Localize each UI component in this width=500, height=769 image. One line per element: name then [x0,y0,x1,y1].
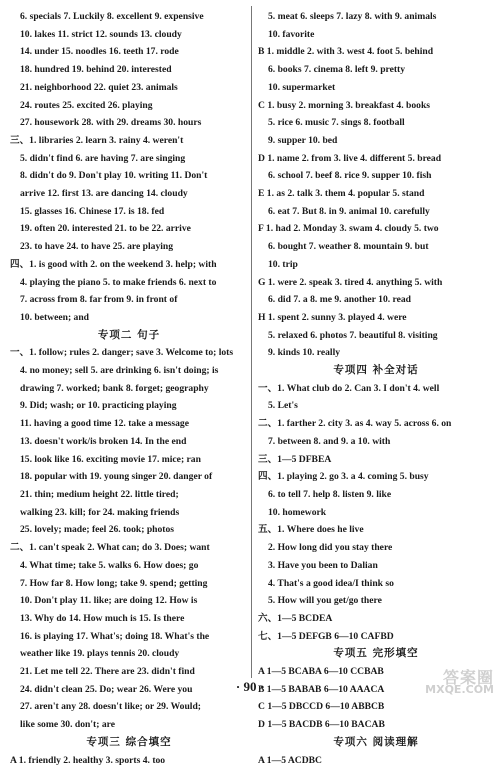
watermark-line2: MXQE.COM [425,683,494,696]
answer-line: C 1. busy 2. morning 3. breakfast 4. books [258,99,431,111]
answer-line: 三、1. libraries 2. learn 3. rainy 4. weren't [10,134,184,146]
answer-line: 25. lovely; made; feel 26. took; photos [20,524,175,536]
answer-line: drawing 7. worked; bank 8. forget; geography [20,382,209,394]
watermark-line1: 答案圈 [442,668,494,687]
answer-line: 七、1—5 DEFGB 6—10 CAFBD [258,630,394,642]
answer-line: A 1—5 BCABA 6—10 CCBAB [258,666,384,678]
answer-line: 10. supermarket [268,81,336,93]
section-heading: 专项六 阅读理解 [333,735,419,748]
answer-line: 21. Let me tell 22. There are 23. didn't find [20,666,195,678]
answer-line: 10. Don't play 11. like; are doing 12. How is [20,595,198,607]
answer-line: B 1—5 BABAB 6—10 AAACA [258,683,385,695]
left-column [10,8,248,769]
section-heading: 专项五 完形填空 [333,647,419,660]
answer-line: 6. did 7. a 8. me 9. another 10. read [268,294,412,306]
answer-line: 五、1. Where does he live [258,524,364,536]
answer-line: 6. specials 7. Luckily 8. excellent 9. expensive [20,11,204,22]
answer-line: A 1. friendly 2. healthy 3. sports 4. too [10,754,166,766]
answer-line: 4. What time; take 5. walks 6. How does; go [20,559,199,571]
answer-line: H 1. spent 2. sunny 3. played 4. were [258,311,407,323]
answer-line: 21. thin; medium height 22. little tired; [20,488,179,500]
answer-line: 14. under 15. noodles 16. teeth 17. rode [20,46,179,58]
column-divider [251,6,252,678]
answer-line: 三、1—5 DFBEA [258,453,332,465]
answer-line: A 1—5 ACDBC [258,754,322,766]
answer-line: 11. having a good time 12. take a message [20,418,189,430]
answer-line: 10. between; and [20,311,90,323]
answer-line: 24. routes 25. excited 26. playing [20,99,153,111]
answer-line: 6. school 7. beef 8. rice 9. supper 10. fish [268,170,432,182]
answer-line: 9. kinds 10. really [268,347,341,359]
answer-line: 23. to have 24. to have 25. are playing [20,241,174,253]
answer-line: 5. How will you get/go there [268,595,382,607]
answer-line: 16. is playing 17. What's; doing 18. What's the [20,630,210,642]
answer-line: like some 30. don't; are [20,719,115,731]
answer-line: 5. rice 6. music 7. sings 8. football [268,117,405,129]
answer-line: 6. eat 7. But 8. in 9. animal 10. carefully [268,205,430,217]
answer-line: 7. between 8. and 9. a 10. with [268,435,391,447]
page-number: · 90 · [235,679,265,694]
answer-line: D 1—5 BACDB 6—10 BACAB [258,719,385,731]
answer-line: 10. trip [268,258,298,270]
answer-line: 6. books 7. cinema 8. left 9. pretty [268,64,406,76]
answer-line: weather like 19. plays tennis 20. cloudy [20,648,180,660]
answer-line: 四、1. is good with 2. on the weekend 3. help; with [10,258,217,270]
answer-line: C 1—5 DBCCD 6—10 ABBCB [258,701,385,713]
answer-line: E 1. as 2. talk 3. them 4. popular 5. stand [258,188,425,200]
answer-line: 7. across from 8. far from 9. in front of [20,294,178,306]
answer-line: D 1. name 2. from 3. live 4. different 5. bread [258,152,442,164]
answer-line: 3. Have you been to Dalian [268,559,378,571]
answer-line: 21. neighborhood 22. quiet 23. animals [20,81,178,93]
answer-line: 18. popular with 19. young singer 20. danger of [20,471,213,483]
answer-line: 15. glasses 16. Chinese 17. is 18. fed [20,205,165,217]
right-column [258,8,494,769]
answer-line: 5. meat 6. sleeps 7. lazy 8. with 9. animals [268,11,437,22]
answer-line: 9. Did; wash; or 10. practicing playing [20,400,177,412]
answer-line: 2. How long did you stay there [268,542,393,554]
section-heading: 专项二 句子 [97,328,161,341]
answer-line: 二、1. farther 2. city 3. as 4. way 5. across 6. on [258,418,452,430]
answer-line: 5. relaxed 6. photos 7. beautiful 8. visiting [268,329,438,341]
answer-line: 10. favorite [268,28,315,40]
answer-line: F 1. had 2. Monday 3. swam 4. cloudy 5. two [258,223,439,235]
answer-line: 6. bought 7. weather 8. mountain 9. but [268,241,429,253]
answer-line: walking 23. kill; for 24. making friends [20,506,180,518]
section-heading: 专项四 补全对话 [333,364,419,377]
answer-line: 7. How far 8. How long; take 9. spend; getting [20,577,208,589]
answer-line: 二、1. can't speak 2. What can; do 3. Does; want [10,542,210,554]
answer-line: 10. lakes 11. strict 12. sounds 13. cloudy [20,28,182,40]
answer-line: 10. homework [268,506,327,518]
answer-line: 一、1. What club do 2. Can 3. I don't 4. well [258,382,440,394]
answer-line: 9. supper 10. bed [268,134,338,146]
answer-line: 一、1. follow; rules 2. danger; save 3. Welcome to; lots [10,347,234,359]
answer-line: 5. Let's [268,400,298,412]
answer-line: 6. to tell 7. help 8. listen 9. like [268,488,392,500]
answer-line: G 1. were 2. speak 3. tired 4. anything 5. with [258,276,443,288]
answer-line: 4. no money; sell 5. are drinking 6. isn't doing; is [20,365,219,377]
section-heading: 专项三 综合填空 [86,735,172,748]
answer-line: 19. often 20. interested 21. to be 22. arrive [20,223,191,235]
answer-line: 5. didn't find 6. are having 7. are singing [20,152,186,164]
answer-line: 18. hundred 19. behind 20. interested [20,64,172,76]
answer-line: 8. didn't do 9. Don't play 10. writing 11. Don't [20,170,208,182]
answer-line: 15. look like 16. exciting movie 17. mice; ran [20,453,201,465]
answer-line: 四、1. playing 2. go 3. a 4. coming 5. busy [258,471,429,483]
answer-line: 27. housework 28. with 29. dreams 30. hours [20,117,202,129]
answer-line: B 1. middle 2. with 3. west 4. foot 5. behind [258,46,434,58]
answer-line: 4. That's a good idea/I think so [268,577,394,589]
answer-line: 24. didn't clean 25. Do; wear 26. Were you [20,683,193,695]
answer-line: arrive 12. first 13. are dancing 14. cloudy [20,188,188,200]
answer-line: 六、1—5 BCDEA [258,612,333,624]
answer-line: 13. Why do 14. How much is 15. Is there [20,612,185,624]
answer-line: 27. aren't any 28. doesn't like; or 29. Would; [20,701,201,713]
watermark-logo [424,668,494,696]
answer-line: 4. playing the piano 5. to make friends 6. next to [20,276,217,288]
answer-line: 13. doesn't work/is broken 14. In the end [20,435,187,447]
